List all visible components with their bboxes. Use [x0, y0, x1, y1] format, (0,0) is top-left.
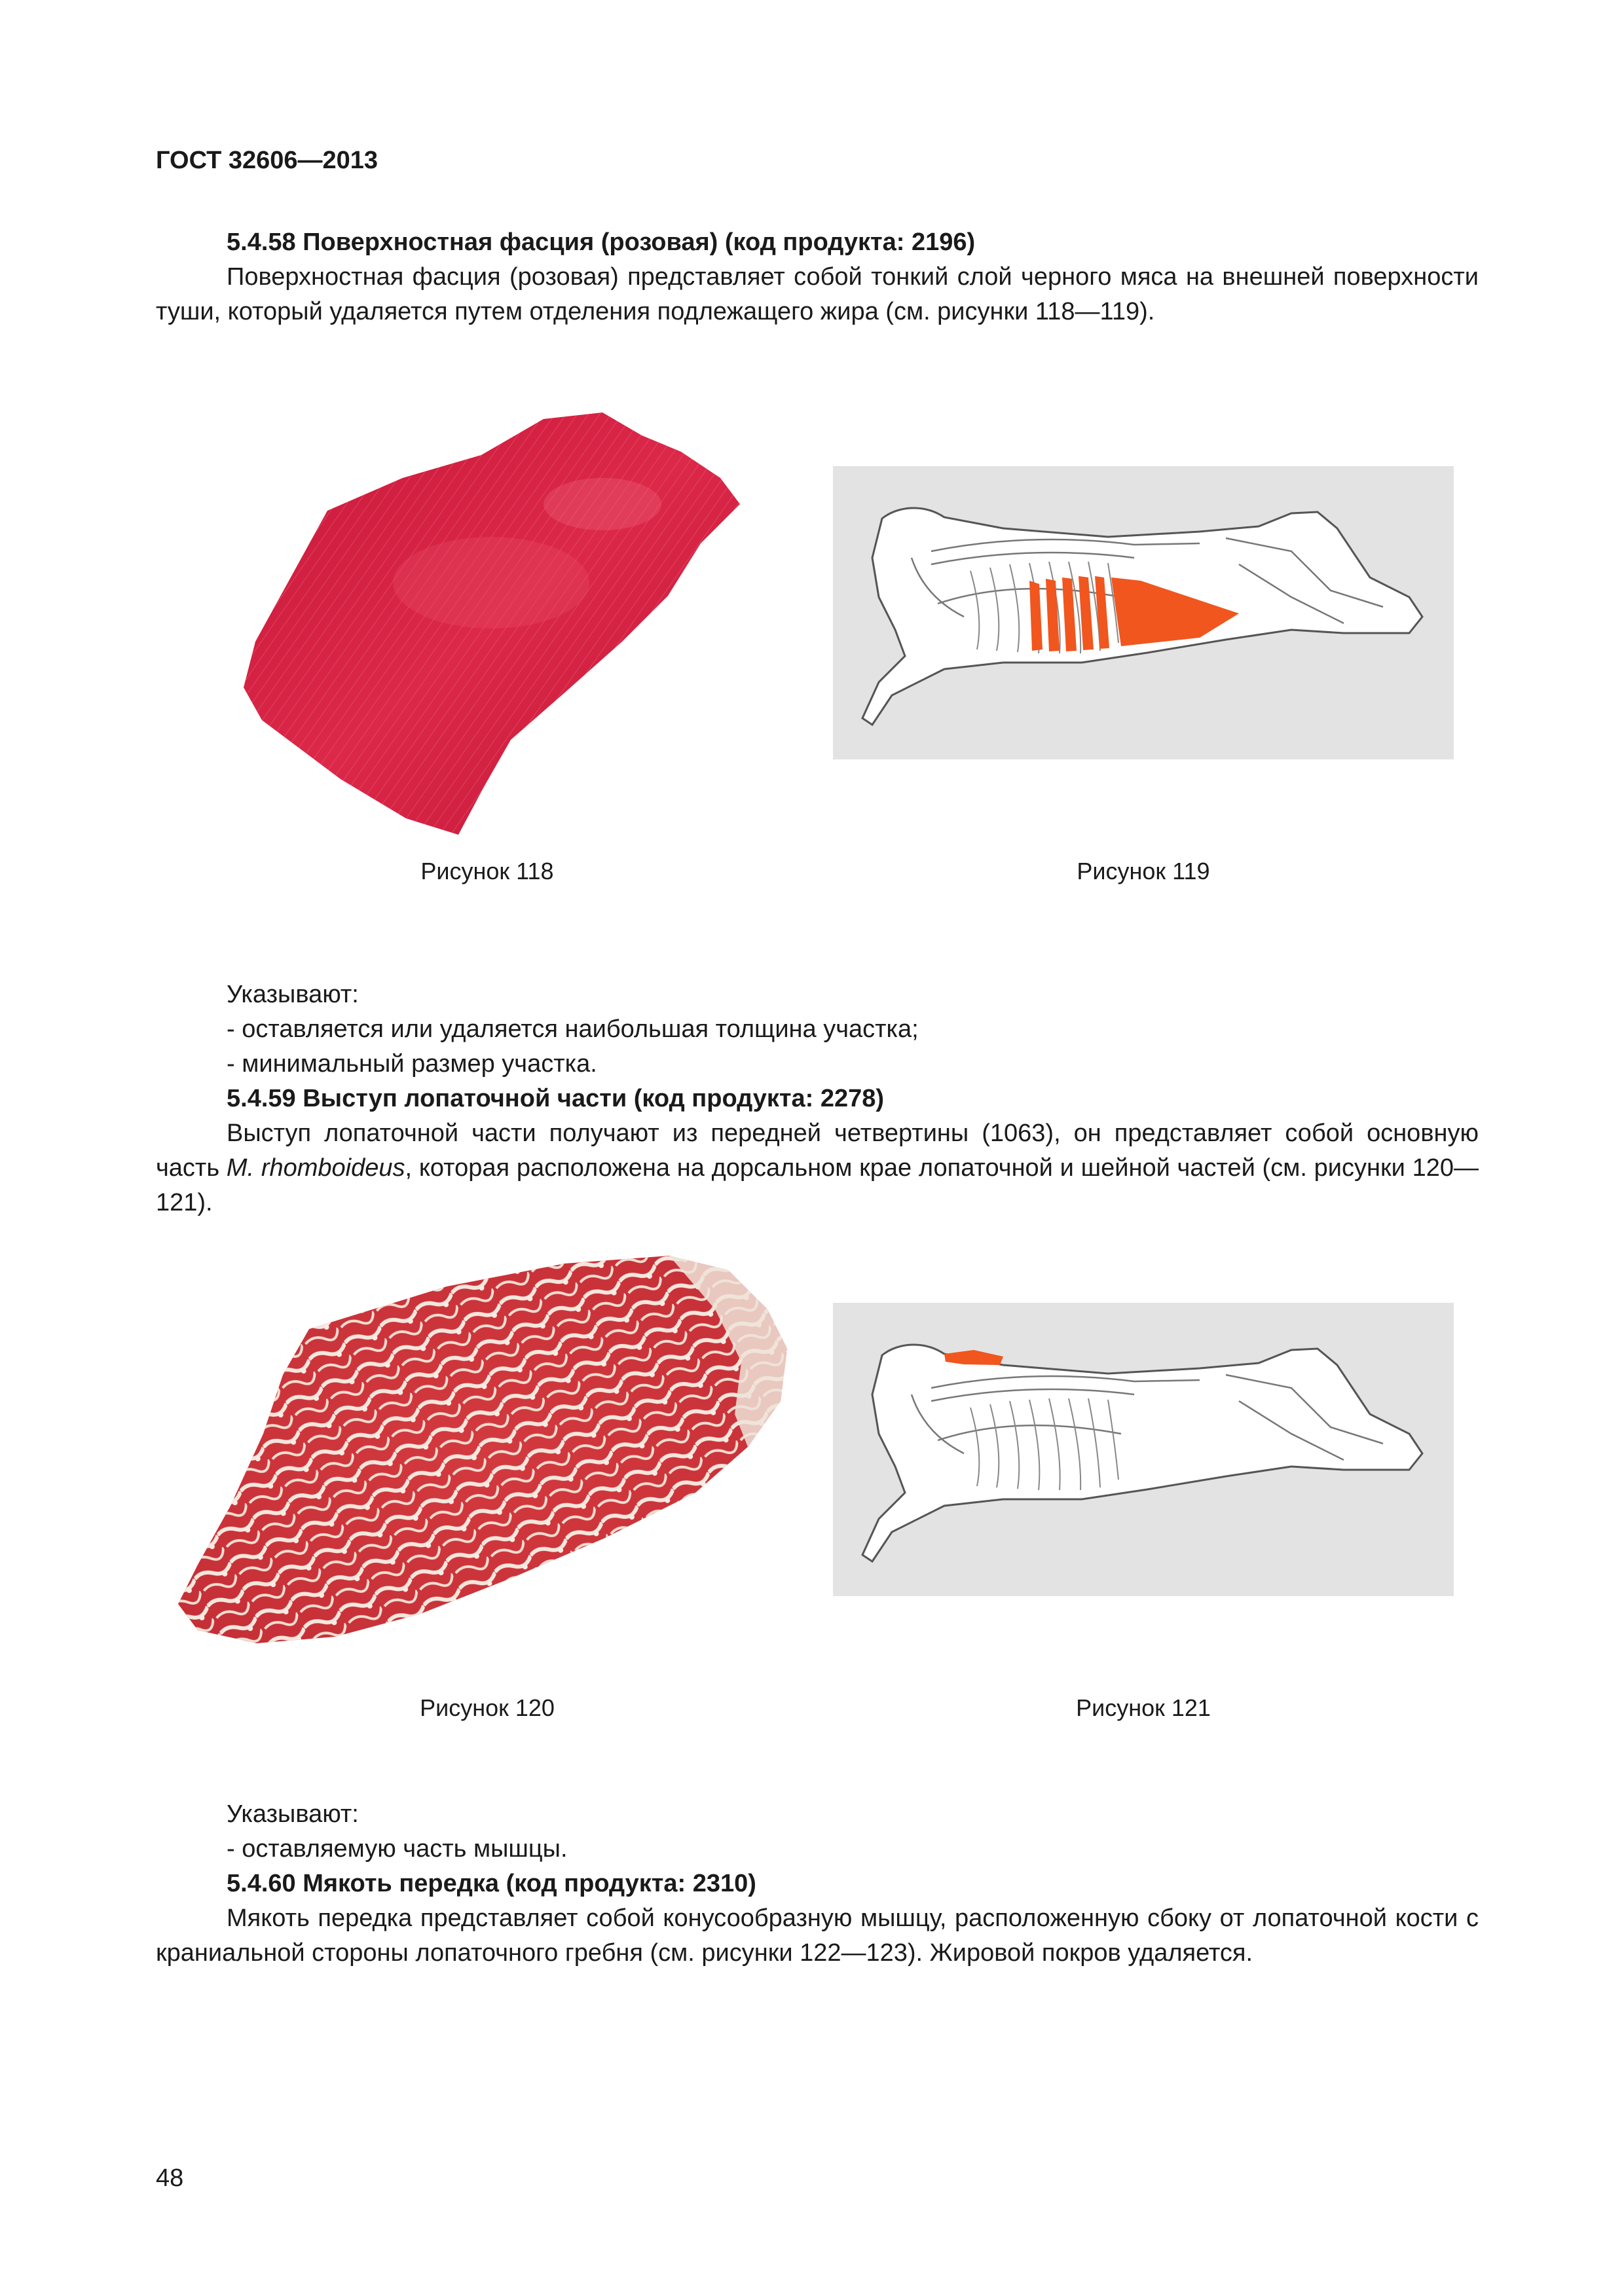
- section-body-5-4-59: [156, 1116, 1479, 1220]
- figure-120-meat-photo: [172, 1250, 794, 1650]
- figure-118-caption: Рисунок 118: [420, 858, 554, 884]
- section-heading-5-4-60: 5.4.60 Мякоть передка (код продукта: 2310): [227, 1870, 756, 1897]
- figure-121-highlighted-cut: [944, 1350, 1003, 1365]
- specify-item: - минимальный размер участка.: [227, 1050, 597, 1078]
- page-number: 48: [156, 2164, 184, 2192]
- section-body-5-4-59-part1: Выступ лопаточной части получают из передней четвертины (1063), он представляет собой основную часть: [156, 1120, 1479, 1182]
- figure-121-caption: Рисунок 121: [1076, 1694, 1211, 1721]
- section-body-5-4-60: Мякоть передка представляет собой конусообразную мышцу, расположенную сбоку от лопаточной кости с краниальной стороны лопаточного гребня (см. рисунки 122—123). Жировой покров удаляется.: [156, 1904, 1479, 1967]
- section-heading-5-4-59: 5.4.59 Выступ лопаточной части (код продукта: 2278): [227, 1085, 885, 1112]
- specify-label-5-4-59: Указывают:: [227, 1800, 359, 1828]
- figure-120-caption: Рисунок 120: [420, 1694, 555, 1721]
- muscle-latin-name: M. rhomboideus: [226, 1154, 405, 1182]
- figure-121-carcass-diagram: [833, 1303, 1454, 1596]
- figure-118-meat-photo: [236, 406, 753, 838]
- specify-item: - оставляемую часть мышцы.: [227, 1835, 568, 1863]
- section-body-5-4-58: Поверхностная фасция (розовая) представляет собой тонкий слой черного мяса на внешней поверхности туши, который удаляется путем отделения подлежащего жира (см. рисунки 118—119).: [156, 263, 1479, 325]
- specify-item: - оставляется или удаляется наибольшая толщина участка;: [227, 1015, 919, 1043]
- specify-label-5-4-58: Указывают:: [227, 981, 359, 1008]
- figure-119-carcass-diagram: [833, 466, 1454, 759]
- figure-119-caption: Рисунок 119: [1077, 858, 1210, 884]
- document-header: ГОСТ 32606—2013: [156, 147, 378, 174]
- section-heading-5-4-58: 5.4.58 Поверхностная фасция (розовая) (код продукта: 2196): [227, 228, 976, 256]
- section-body-5-4-59-part2: , которая расположена на дорсальном крае лопаточной и шейной частей (см. рисунки 120—121).: [156, 1154, 1479, 1216]
